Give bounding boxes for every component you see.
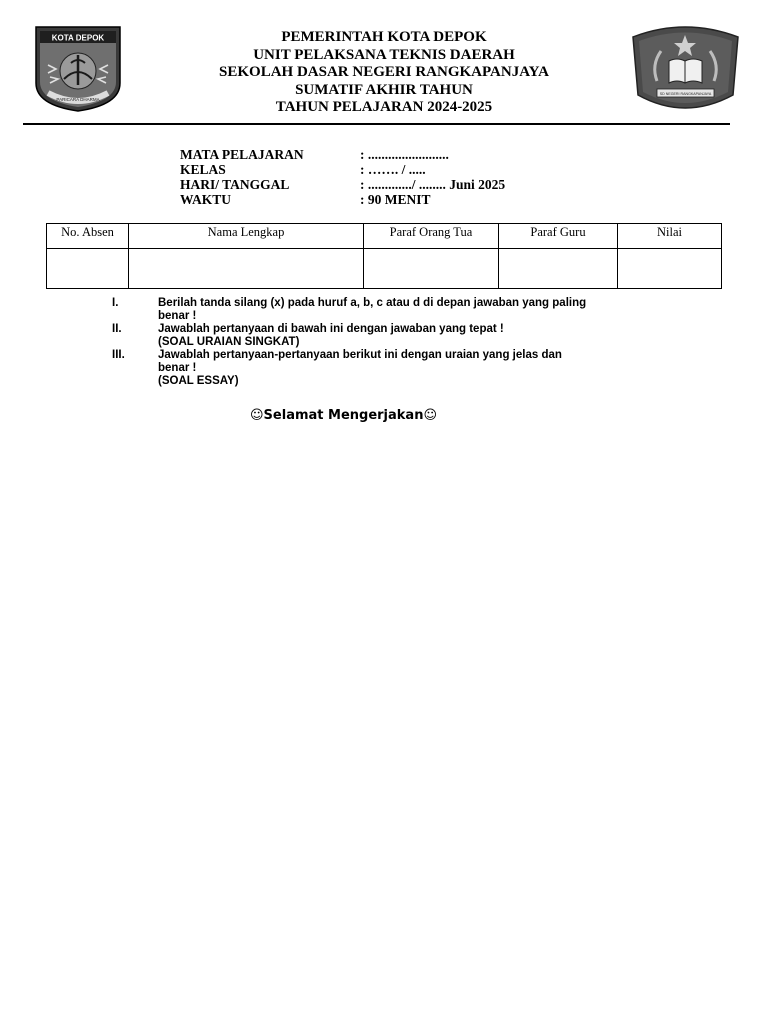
col-header-score: Nilai xyxy=(618,224,722,249)
student-identity-table xyxy=(46,223,722,289)
letterhead xyxy=(140,29,628,117)
info-row-subject xyxy=(180,147,505,162)
cell-score[interactable] xyxy=(618,249,722,289)
instructions xyxy=(112,297,692,388)
header-line-government: PEMERINTAH KOTA DEPOK xyxy=(281,29,487,45)
instruction-number: II. xyxy=(112,323,122,335)
instruction-text: benar ! xyxy=(158,310,197,322)
cell-parent-sign[interactable] xyxy=(364,249,499,289)
kota-depok-logo xyxy=(34,25,122,113)
header-line-unit: UNIT PELAKSANA TEKNIS DAERAH xyxy=(253,46,515,63)
cell-teacher-sign[interactable] xyxy=(499,249,618,289)
table-row xyxy=(47,249,722,289)
school-emblem-logo xyxy=(627,21,744,117)
cell-name[interactable] xyxy=(129,249,364,289)
instruction-text: Berilah tanda silang (x) pada huruf a, b, c atau d di depan jawaban yang paling xyxy=(158,297,587,309)
info-value: : ........................ xyxy=(360,147,449,162)
header-line-exam: SUMATIF AKHIR TAHUN xyxy=(295,81,473,98)
instruction-text: Jawablah pertanyaan di bawah ini dengan jawaban yang tepat ! xyxy=(158,323,504,335)
instruction-text: (SOAL URAIAN SINGKAT) xyxy=(158,336,300,348)
instruction-text: Jawablah pertanyaan-pertanyaan berikut ini dengan uraian yang jelas dan xyxy=(158,349,562,361)
header-divider xyxy=(23,123,730,125)
logo-right-ribbon-text: SD NEGERI RANGKAPANJAYA xyxy=(659,92,712,96)
col-header-absen: No. Absen xyxy=(47,224,129,249)
exam-info xyxy=(180,147,505,207)
info-row-class xyxy=(180,162,505,177)
cell-absen[interactable] xyxy=(47,249,129,289)
table-header-row xyxy=(47,224,722,249)
instruction-text: benar ! xyxy=(158,362,197,374)
info-row-date xyxy=(180,177,505,192)
info-row-duration xyxy=(180,192,505,207)
col-header-name: Nama Lengkap xyxy=(129,224,364,249)
col-header-teacher-sign: Paraf Guru xyxy=(499,224,618,249)
col-header-parent-sign: Paraf Orang Tua xyxy=(364,224,499,249)
info-label: MATA PELAJARAN xyxy=(180,147,304,162)
info-value: : 90 MENIT xyxy=(360,192,431,207)
logo-left-title: KOTA DEPOK xyxy=(51,33,105,43)
instruction-item xyxy=(112,323,692,349)
logo-left-motto: PARICARA DHARMA xyxy=(56,97,100,102)
instruction-item xyxy=(112,297,692,323)
info-value: : ............./ ........ Juni 2025 xyxy=(360,177,506,192)
instruction-number: III. xyxy=(112,349,125,361)
info-label: KELAS xyxy=(180,162,226,177)
header-line-school: SEKOLAH DASAR NEGERI RANGKAPANJAYA xyxy=(219,64,549,80)
instruction-number: I. xyxy=(112,297,119,309)
instruction-text: (SOAL ESSAY) xyxy=(158,375,239,387)
closing-greeting: ☺Selamat Mengerjakan☺ xyxy=(250,408,438,423)
info-label: HARI/ TANGGAL xyxy=(180,177,290,192)
instruction-item xyxy=(112,349,692,388)
info-value: : ……. / ..... xyxy=(360,162,426,177)
header-line-year: TAHUN PELAJARAN 2024-2025 xyxy=(275,99,493,115)
info-label: WAKTU xyxy=(180,192,232,207)
